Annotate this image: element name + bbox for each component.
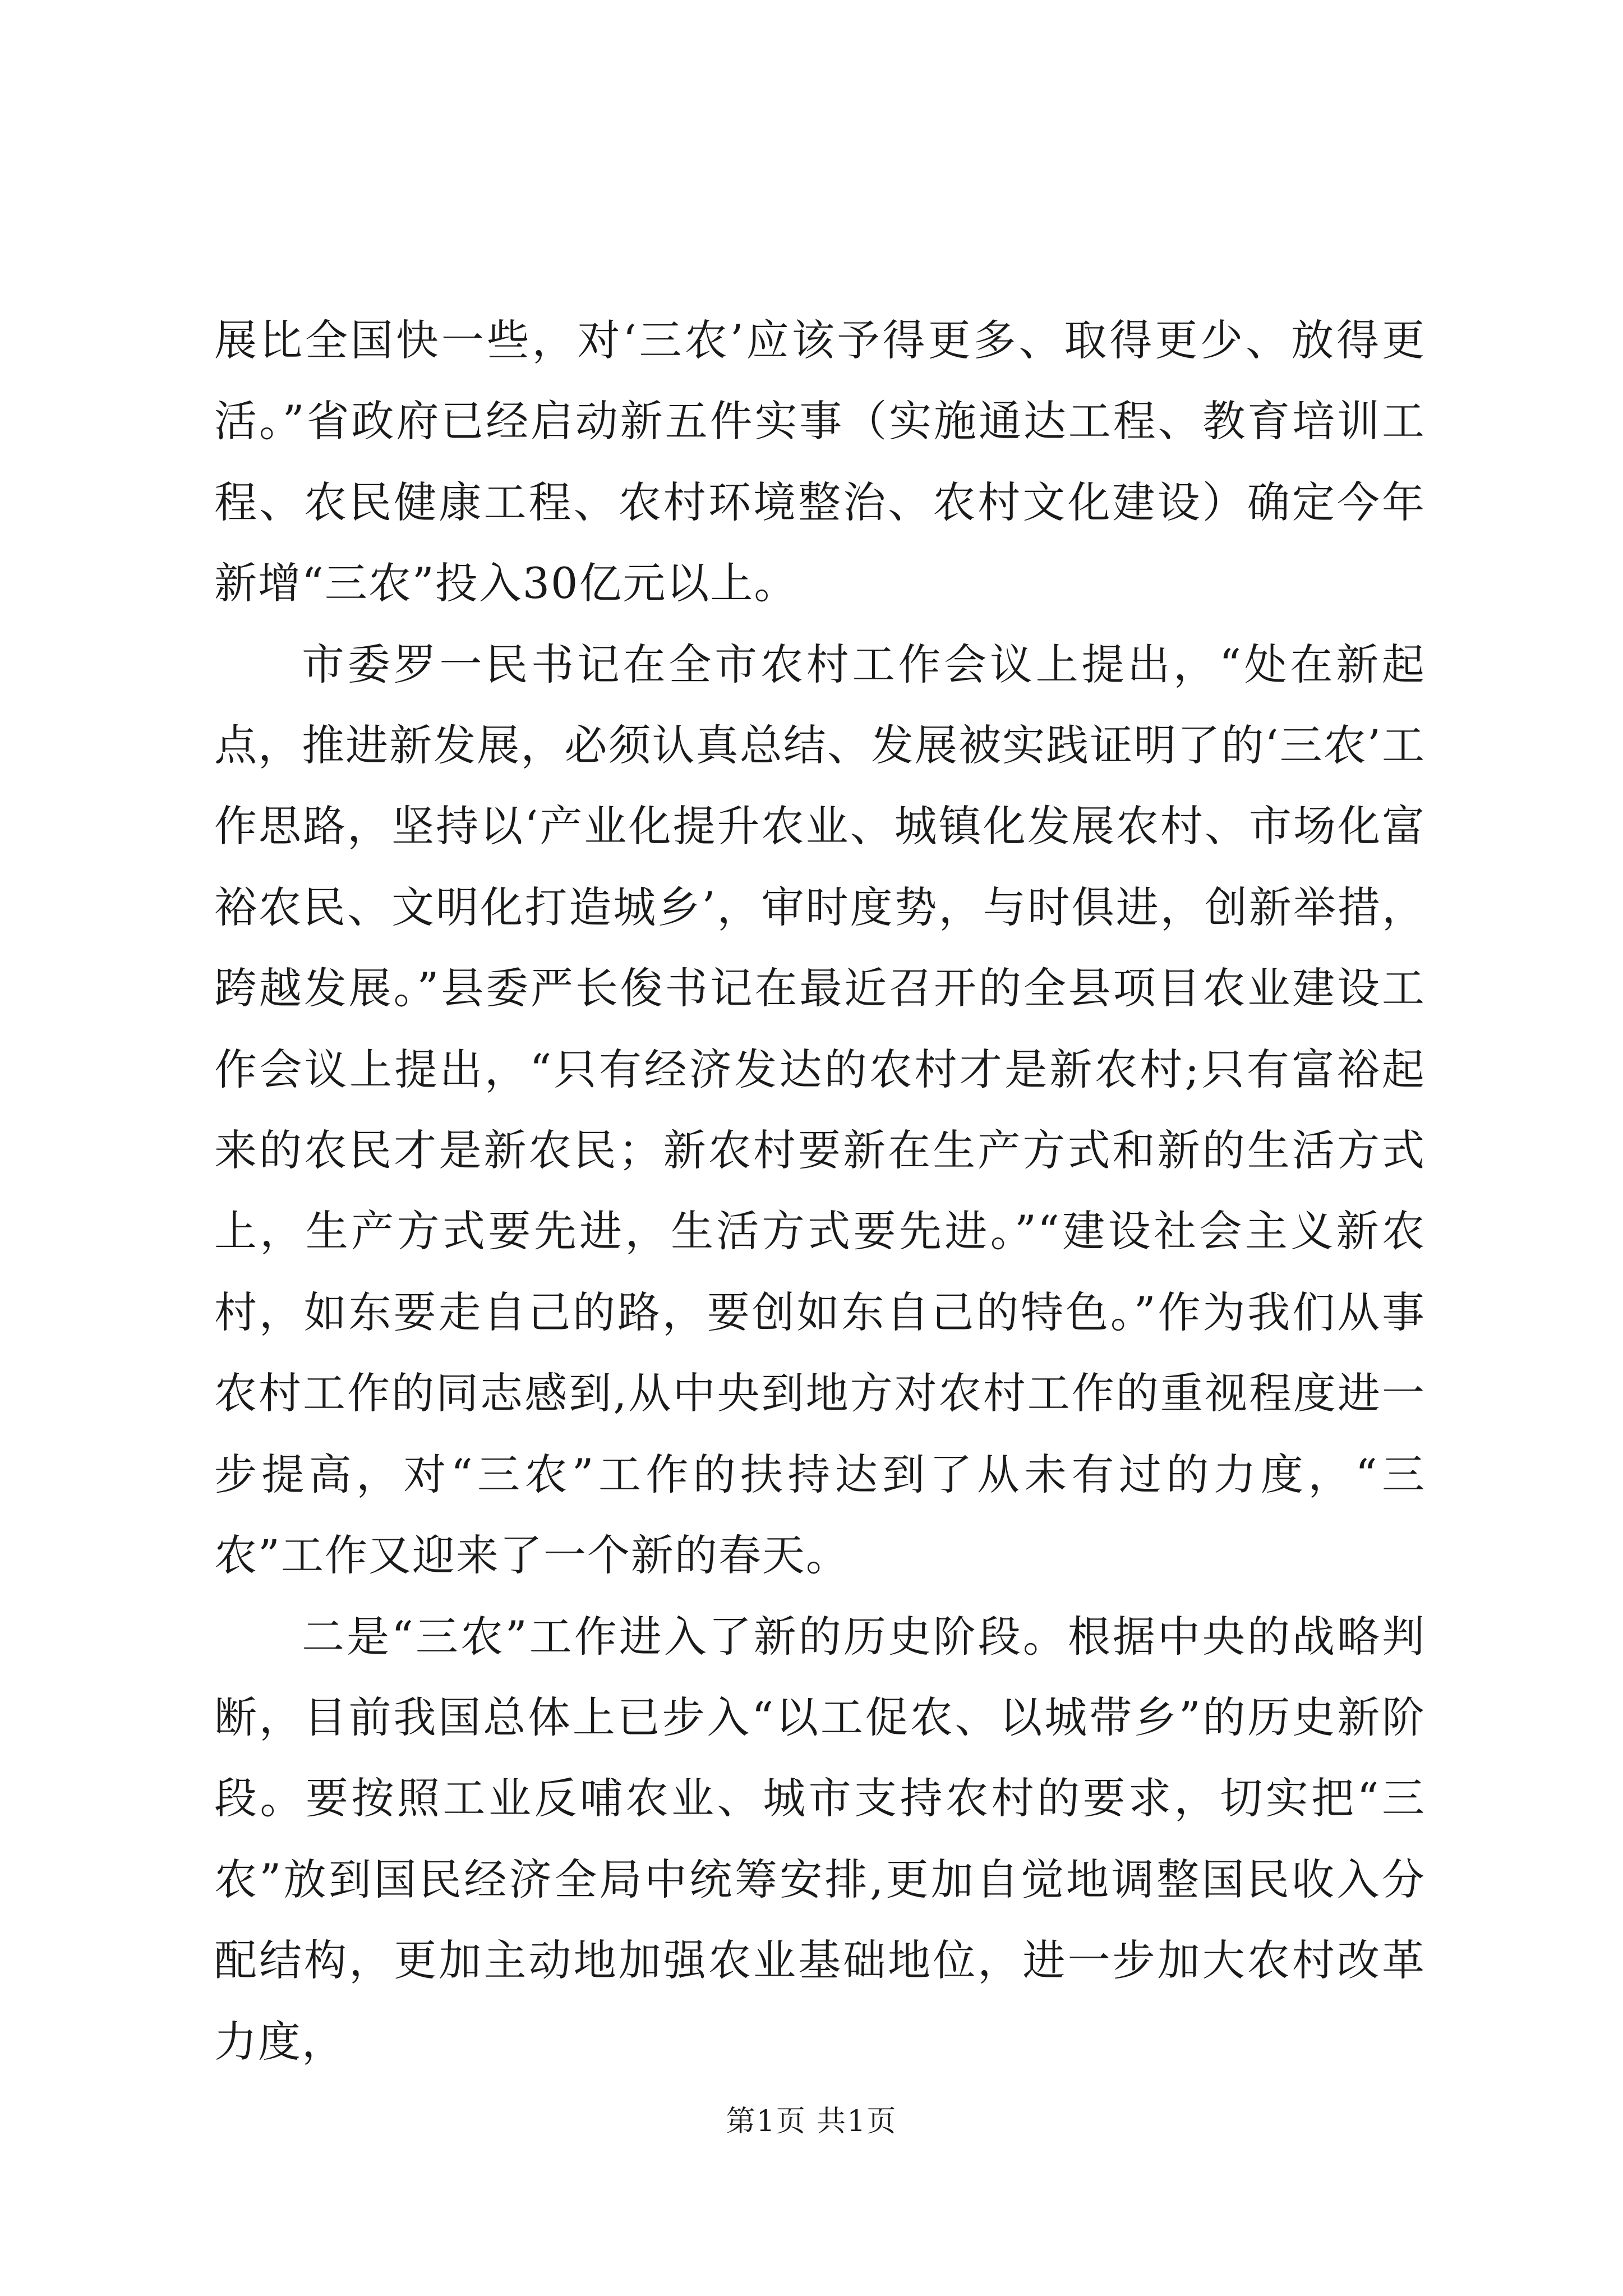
page-footer: 第1页 共1页 [726,2105,897,2138]
paragraph-continuation: 展比全国快一些，对‘三农’应该予得更多、取得更少、放得更活。”省政府已经启动新五件实事（实施通达工程、教育培训工程、农民健康工程、农村环境整治、农村文化建设）确定今年新增“三农”投入30亿元以上。 [214,315,1426,609]
paragraph-historical-stage: 二是“三农”工作进入了新的历史阶段。根据中央的战略判断，目前我国总体上已步入“以工促农、以城带乡”的历史新阶段。要按照工业反哺农业、城市支持农村的要求，切实把“三农”放到国民经济全局中统筹安排,更加自觉地调整国民收入分配结构，更加主动地加强农业基础地位，进一步加大农村改革力度， [214,1611,1426,2067]
document-body [214,300,1426,2082]
paragraph-city-committee: 市委罗一民书记在全市农村工作会议上提出，“处在新起点，推进新发展，必须认真总结、发展被实践证明了的‘三农’工作思路，坚持以‘产业化提升农业、城镇化发展农村、市场化富裕农民、文明化打造城乡’，审时度势，与时俱进，创新举措，跨越发展。”县委严长俊书记在最近召开的全县项目农业建设工作会议上提出，“只有经济发达的农村才是新农村;只有富裕起来的农民才是新农民；新农村要新在生产方式和新的生活方式上，生产方式要先进，生活方式要先进。”“建设社会主义新农村，如东要走自己的路，要创如东自己的特色。”作为我们从事农村工作的同志感到,从中央到地方对农村工作的重视程度进一步提高，对“三农”工作的扶持达到了从未有过的力度，“三农”工作又迎来了一个新的春天。 [214,639,1426,1581]
